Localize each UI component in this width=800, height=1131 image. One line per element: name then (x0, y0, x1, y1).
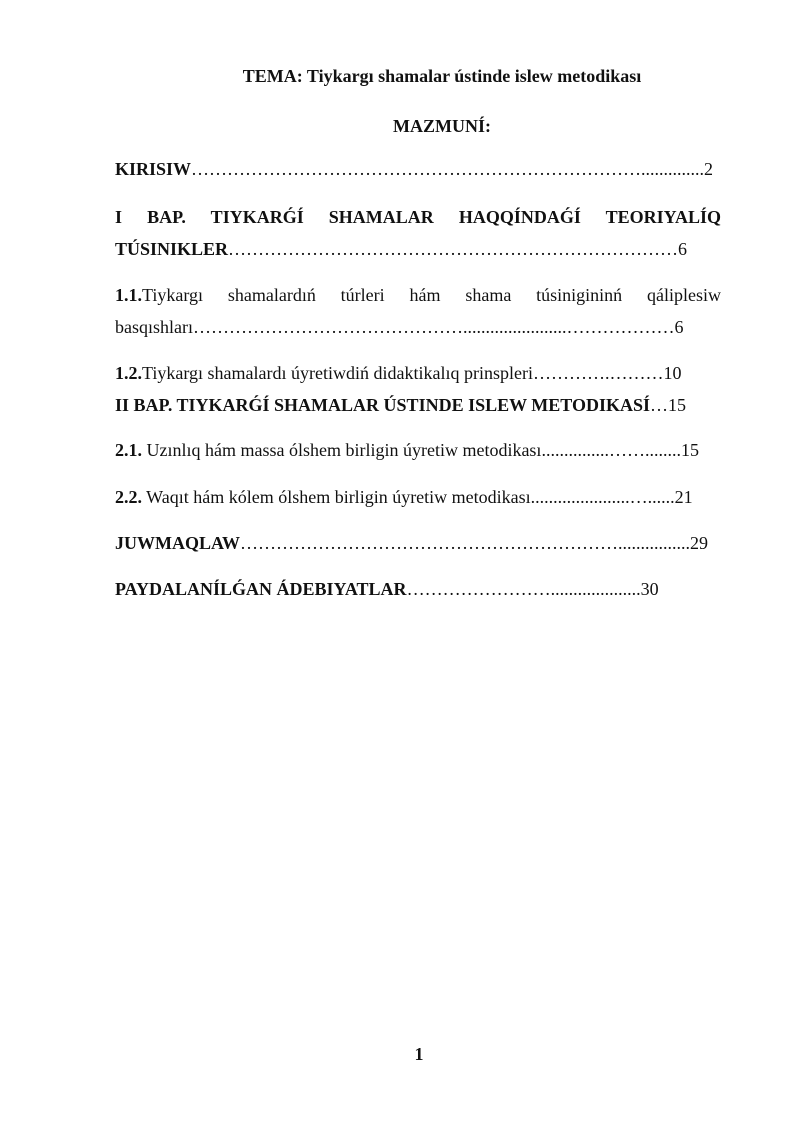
toc-section-number: 2.1. (115, 440, 142, 460)
toc-section-number: 2.2. (115, 487, 142, 507)
toc-leader: ………….……… (532, 363, 664, 383)
toc-section-number: 1.2. (115, 363, 142, 383)
toc-leader: ………………………………………………………................ (240, 533, 690, 553)
toc-entry-section-2-2 (115, 486, 721, 508)
toc-entry-label: JUWMAQLAW (115, 533, 240, 553)
toc-entry-text: Waqıt hám kólem ólshem birligin úyretiw metodikası (142, 487, 531, 507)
toc-entry-section-1-2 (115, 362, 721, 384)
toc-entry-section-2-1 (115, 439, 721, 461)
toc-page-number: 21 (674, 487, 693, 507)
toc-entry-text: Tiykargı shamalardıń túrleri hám shama túsinigininń qáliplesiw (142, 285, 721, 305)
toc-page-number: 30 (640, 579, 659, 599)
toc-page-number: 15 (667, 395, 686, 415)
toc-entry-label: TÚSINIKLER (115, 239, 229, 259)
toc-leader: ……………………………………….......................……………… (193, 317, 675, 337)
toc-entry-chapter2 (115, 394, 721, 416)
toc-page-number: 29 (690, 533, 708, 553)
toc-page-number: 6 (678, 239, 688, 259)
toc-leader: ………………………………………………………………….............. (191, 159, 705, 179)
toc-section-number: 1.1. (115, 285, 142, 305)
document-title: TEMA: Tiykargı shamalar ústinde islew metodikası (242, 66, 642, 86)
toc-leader: …………………….................... (406, 579, 641, 599)
toc-page-number: 10 (663, 363, 682, 383)
toc-entry-label: PAYDALANÍLǴAN ÁDEBIYATLAR (115, 579, 407, 599)
toc-leader: ………………………………………………………………… (228, 239, 679, 259)
toc-leader: … (649, 395, 668, 415)
toc-entry-label: II BAP. TIYKARǴÍ SHAMALAR ÚSTINDE ISLEW METODIKASÍ (115, 395, 650, 415)
toc-entry-chapter1-line1: I BAP. TIYKARǴÍ SHAMALAR HAQQÍNDAǴÍ TEORIYALÍQ (115, 207, 721, 227)
toc-entry-section-1-1-line1 (115, 284, 721, 306)
toc-entry-text: Uzınlıq hám massa ólshem birligin úyretiw metodikası (142, 440, 542, 460)
toc-entry-conclusion (115, 532, 721, 554)
page-number: 1 (414, 1044, 424, 1064)
toc-leader: ...............……........ (541, 440, 681, 460)
contents-heading: MAZMUNÍ: (393, 116, 491, 136)
toc-entry-text: basqıshları (115, 317, 193, 337)
toc-entry-text: Tiykargı shamalardı úyretiwdiń didaktikalıq prinspleri (142, 363, 533, 383)
toc-entry-chapter1-line2 (115, 238, 721, 260)
toc-entry-section-1-1-line2 (115, 316, 721, 338)
toc-entry-references (115, 578, 721, 600)
toc-page-number: 15 (680, 440, 699, 460)
toc-entry-label: KIRISIW (115, 159, 192, 179)
toc-entry-intro (115, 158, 721, 180)
toc-page-number: 2 (704, 159, 714, 179)
toc-leader: ......................…...... (530, 487, 675, 507)
toc-page-number: 6 (674, 317, 684, 337)
